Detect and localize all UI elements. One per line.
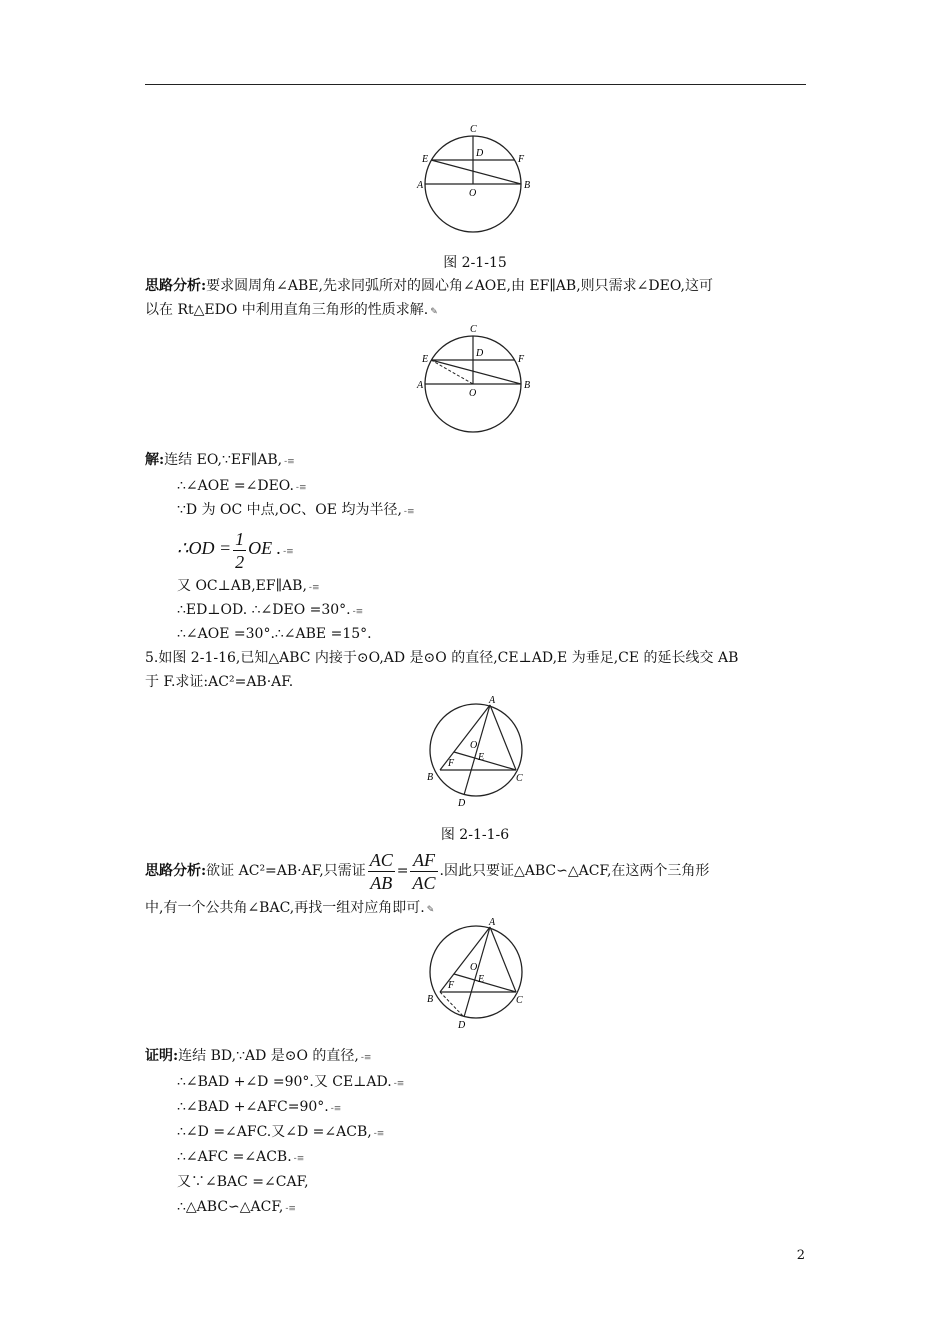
label-e: E — [422, 154, 429, 165]
label-f: F — [518, 154, 525, 165]
analysis-label: 思路分析: — [145, 863, 207, 879]
end-mark: -≡ — [393, 1079, 405, 1089]
label-c: C — [516, 995, 523, 1006]
label-a: A — [417, 180, 424, 191]
label-c: C — [516, 773, 523, 784]
proof-text: 连结 BD,∵AD 是⊙O 的直径, — [178, 1048, 359, 1064]
solution-line-3 — [177, 500, 415, 522]
analysis-paragraph-1 — [145, 276, 713, 296]
proof-text: ∴∠AFC =∠ACB. — [177, 1149, 292, 1165]
analysis-text: 以在 Rt△EDO 中利用直角三角形的性质求解. — [145, 302, 429, 318]
end-mark: -≡ — [284, 457, 295, 467]
proof-line-2 — [177, 1072, 404, 1094]
label-d: D — [458, 798, 466, 809]
label-b: B — [524, 380, 531, 391]
label-e: E — [422, 354, 429, 365]
figure-caption: 图 2-1-1-6 — [440, 827, 510, 843]
analysis-paragraph-2b — [145, 898, 434, 920]
solution-line-1 — [145, 450, 295, 472]
proof-line-5 — [177, 1147, 304, 1169]
fraction-denominator: AC — [412, 872, 436, 893]
solution-text: ∴∠AOE =∠DEO. — [177, 478, 294, 494]
proof-line-7 — [177, 1197, 296, 1219]
end-mark: -≡ — [330, 1104, 342, 1114]
solution-line-4 — [177, 524, 294, 576]
solution-line-5 — [177, 576, 320, 598]
label-a: A — [417, 380, 424, 391]
analysis-text: .因此只要证△ABC∽△ACF,在这两个三角形 — [439, 863, 710, 879]
label-b: B — [524, 180, 531, 191]
problem-text: 于 F.求证:AC²=AB·AF. — [145, 674, 294, 690]
analysis-text: 欲证 AC²=AB·AF,只需证 — [206, 863, 366, 879]
label-e: E — [478, 752, 485, 763]
label-d: D — [458, 1020, 466, 1031]
proof-text: ∴∠BAD +∠AFC=90°. — [177, 1099, 329, 1115]
label-f: F — [518, 354, 525, 365]
math-text: ∴OD = — [177, 538, 232, 558]
fraction-af-ac — [410, 849, 437, 894]
label-f: F — [448, 980, 455, 991]
label-e: E — [478, 974, 485, 985]
end-mark: -≡ — [360, 1053, 372, 1063]
analysis-label: 思路分析: — [145, 278, 207, 294]
label-a: A — [489, 917, 496, 928]
proof-text: 又∵∠BAC =∠CAF, — [177, 1174, 309, 1190]
proof-line-1 — [145, 1046, 371, 1068]
label-a: A — [489, 695, 496, 706]
analysis-paragraph-1b — [145, 300, 438, 322]
proof-label: 证明: — [145, 1048, 179, 1064]
end-mark: -≡ — [352, 607, 364, 617]
proof-text: ∴∠BAD +∠D =90°.又 CE⊥AD. — [177, 1074, 392, 1090]
end-mark: -≡ — [403, 507, 415, 517]
problem-5-line-2 — [145, 672, 293, 692]
label-o: O — [470, 962, 478, 973]
analysis-paragraph-2 — [145, 846, 709, 896]
fraction-denominator: 2 — [235, 551, 245, 572]
figure-2-1-1-6-proof — [420, 914, 536, 1032]
solution-line-6 — [177, 600, 363, 622]
figure-2-1-1-6 — [420, 692, 536, 810]
solution-line-2 — [177, 476, 307, 498]
label-f: F — [448, 758, 455, 769]
fraction-numerator: 1 — [235, 528, 245, 549]
label-b: B — [427, 772, 434, 783]
page-number: 2 — [796, 1248, 805, 1263]
solution-text: ∴∠AOE =30°.∴∠ABE =15°. — [177, 626, 372, 642]
label-o: O — [469, 188, 477, 199]
solution-text: 又 OC⊥AB,EF∥AB, — [177, 578, 307, 594]
solution-text: ∴ED⊥OD. ∴∠DEO =30°. — [177, 602, 351, 618]
pen-icon: ✎ — [430, 307, 438, 317]
label-o: O — [470, 740, 478, 751]
end-mark: -≡ — [373, 1129, 385, 1139]
label-d: D — [476, 348, 484, 359]
analysis-text: 中,有一个公共角∠BAC,再找一组对应角即可. — [145, 900, 425, 916]
fraction-denominator: AB — [370, 872, 393, 893]
end-mark: -≡ — [285, 1204, 296, 1214]
end-mark: -≡ — [308, 583, 320, 593]
problem-text: 5.如图 2-1-16,已知△ABC 内接于⊙O,AD 是⊙O 的直径,CE⊥AD,E 为垂足,CE 的延长线交 AB — [145, 650, 739, 666]
label-o: O — [469, 388, 477, 399]
figure-caption: 图 2-1-15 — [443, 255, 507, 271]
solution-label: 解: — [145, 452, 165, 468]
proof-line-4 — [177, 1122, 384, 1144]
problem-5-line-1 — [145, 648, 738, 668]
fraction-one-half — [233, 528, 246, 573]
figure-2-1-15 — [414, 120, 538, 236]
end-mark: -≡ — [283, 547, 294, 557]
proof-line-6 — [177, 1172, 309, 1192]
pen-icon: ✎ — [426, 905, 435, 915]
solution-line-7 — [177, 624, 372, 644]
label-d: D — [476, 148, 484, 159]
figure-2-1-15-solution — [414, 320, 538, 436]
fraction-numerator: AF — [410, 849, 437, 872]
fraction-numerator: AC — [369, 849, 393, 870]
equals-sign: = — [396, 863, 409, 879]
proof-line-3 — [177, 1097, 341, 1119]
math-text: OE . — [248, 538, 282, 558]
label-c: C — [470, 324, 477, 335]
header-rule — [145, 84, 806, 85]
analysis-text: 要求圆周角∠ABE,先求同弧所对的圆心角∠AOE,由 EF∥AB,则只需求∠DEO,这可 — [206, 278, 713, 294]
proof-text: ∴∠D =∠AFC.又∠D =∠ACB, — [177, 1124, 372, 1140]
solution-text: 连结 EO,∵EF∥AB, — [164, 452, 283, 468]
proof-text: ∴△ABC∽△ACF, — [177, 1199, 284, 1215]
end-mark: -≡ — [295, 483, 307, 493]
fraction-ac-ab — [368, 849, 395, 894]
label-c: C — [470, 124, 477, 135]
solution-text: ∵D 为 OC 中点,OC、OE 均为半径, — [177, 502, 402, 518]
label-b: B — [427, 994, 434, 1005]
end-mark: -≡ — [293, 1154, 305, 1164]
